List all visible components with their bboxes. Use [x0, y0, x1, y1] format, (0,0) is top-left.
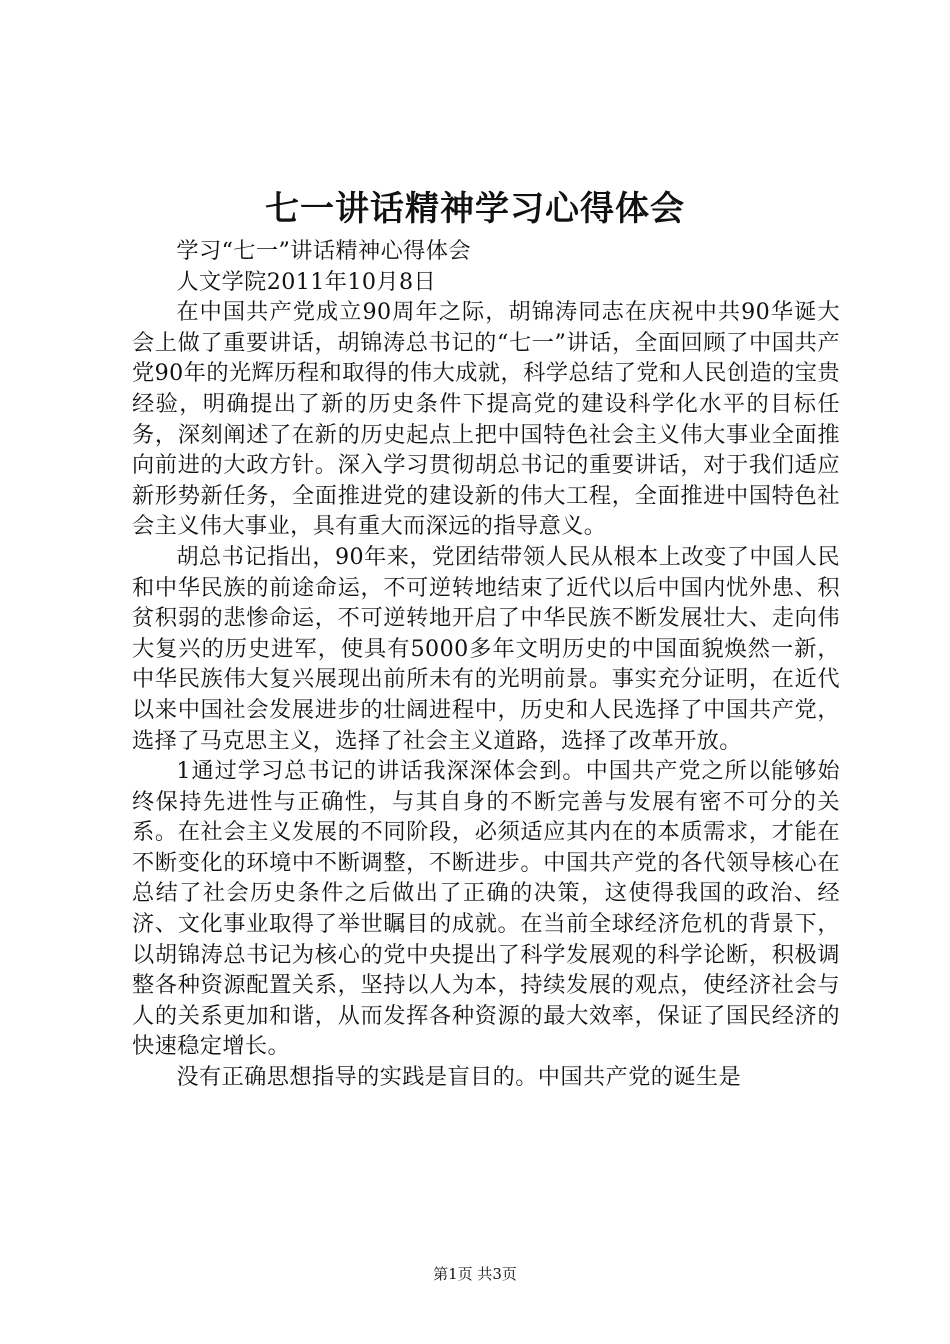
body-paragraph: 没有正确思想指导的实践是盲目的。中国共产党的诞生是: [176, 1064, 742, 1091]
body-paragraph: 在中国共产党成立90周年之际，胡锦涛同志在庆祝中共90华诞大会上做了重要讲话，胡锦涛总书记的“七一”讲话，全面回顾了中国共产党90年的光辉历程和取得的伟大成就，科学总结了党和人民创造的宝贵经验，明确提出了新的历史条件下提高党的建设科学化水平的目标任务，深刻阐述了在新的历史起点上把中国特色社会主义伟大事业全面推向前进的大政方针。深入学习贯彻胡总书记的重要讲话，对于我们适应新形势新任务，全面推进党的建设新的伟大工程，全面推进中国特色社会主义伟大事业，具有重大而深远的指导意义。: [132, 299, 840, 540]
document-subtitle: 学习“七一”讲话精神心得体会: [176, 238, 471, 264]
page-number-footer: 第1页 共3页: [433, 1265, 517, 1283]
document-title: 七一讲话精神学习心得体会: [265, 189, 685, 229]
body-paragraph: 胡总书记指出，90年来，党团结带领人民从根本上改变了中国人民和中华民族的前途命运，不可逆转地结束了近代以后中国内忧外患、积贫积弱的悲惨命运，不可逆转地开启了中华民族不断发展壮大、走向伟大复兴的历史进军，使具有5000多年文明历史的中国面貌焕然一新，中华民族伟大复兴展现出前所未有的光明前景。事实充分证明，在近代以来中国社会发展进步的壮阔进程中，历史和人民选择了中国共产党，选择了马克思主义，选择了社会主义道路，选择了改革开放。: [132, 543, 840, 754]
document-byline: 人文学院2011年10月8日: [176, 268, 437, 295]
body-paragraph: 1通过学习总书记的讲话我深深体会到。中国共产党之所以能够始终保持先进性与正确性，与其自身的不断完善与发展有密不可分的关系。在社会主义发展的不同阶段，必须适应其内在的本质需求，才能在不断变化的环境中不断调整，不断进步。中国共产党的各代领导核心在总结了社会历史条件之后做出了正确的决策，这使得我国的政治、经济、文化事业取得了举世瞩目的成就。在当前全球经济危机的背景下，以胡锦涛总书记为核心的党中央提出了科学发展观的科学论断，积极调整各种资源配置关系，坚持以人为本，持续发展的观点，使经济社会与人的关系更加和谐，从而发挥各种资源的最大效率，保证了国民经济的快速稳定增长。: [132, 758, 840, 1060]
document-body: [132, 236, 840, 1093]
